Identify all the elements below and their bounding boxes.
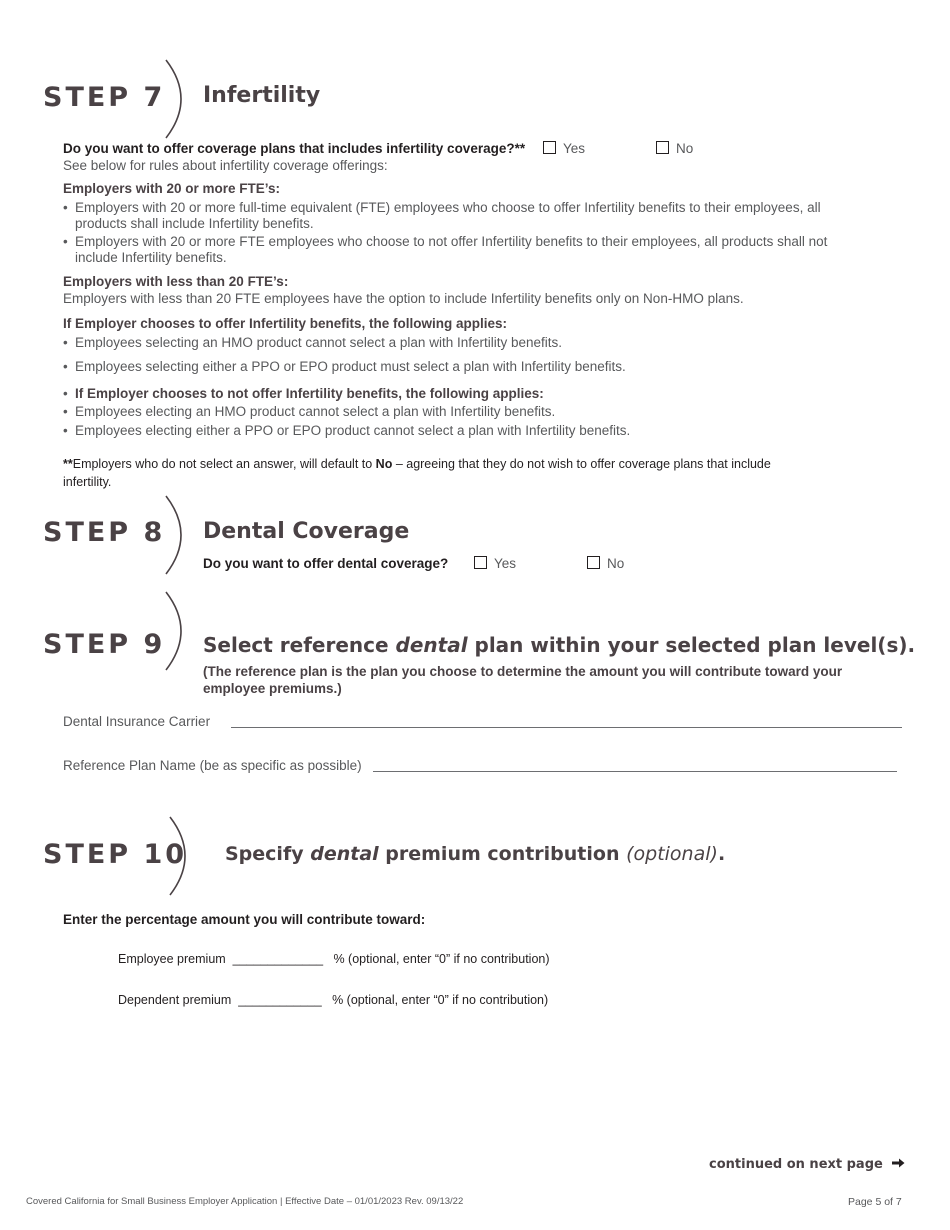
dental-no-checkbox[interactable] bbox=[587, 556, 600, 569]
dependent-premium-suffix: % (optional, enter “0” if no contribution) bbox=[332, 993, 549, 1007]
step-9-subheading: (The reference plan is the plan you choose to determine the amount you will contribute toward your employee premiums.) bbox=[203, 664, 843, 696]
infertility-yes-option[interactable]: Yes bbox=[543, 141, 585, 156]
contribution-intro: Enter the percentage amount you will contribute toward: bbox=[63, 912, 426, 927]
employee-premium-input[interactable]: _____________ bbox=[232, 952, 324, 966]
list-item: • Employees electing an HMO product cannot select a plan with Infertility benefits. bbox=[63, 404, 556, 419]
employee-premium-row bbox=[118, 952, 550, 966]
list-item: • Employers with 20 or more FTE employees who choose to not offer Infertility benefits to their employees, all products shall not include Infertility benefits. bbox=[63, 234, 828, 265]
step-8-bracket bbox=[160, 494, 188, 576]
step-7-heading: Infertility bbox=[203, 83, 321, 108]
step-10-heading: Specify dental premium contribution (optional). bbox=[225, 843, 726, 865]
plan-name-input[interactable] bbox=[373, 771, 897, 772]
list-item: • Employers with 20 or more full-time equivalent (FTE) employees who choose to offer Infertility benefits to their employees, all products shall include Infertility benefits. bbox=[63, 200, 821, 231]
step-9-label: STEP 9 bbox=[43, 629, 166, 660]
infertility-no-checkbox[interactable] bbox=[656, 141, 669, 154]
page-number: Page 5 of 7 bbox=[848, 1196, 902, 1208]
dependent-premium-label: Dependent premium bbox=[118, 993, 232, 1007]
dental-no-option[interactable]: No bbox=[587, 556, 624, 571]
step-7-bracket bbox=[160, 58, 188, 140]
group-less20-text: Employers with less than 20 FTE employees have the option to include Infertility benefits only on Non-HMO plans. bbox=[63, 291, 744, 306]
group-less20-title: Employers with less than 20 FTE’s: bbox=[63, 274, 289, 289]
step-9-bracket bbox=[160, 590, 188, 672]
list-item: • Employees selecting an HMO product cannot select a plan with Infertility benefits. bbox=[63, 335, 562, 350]
group-20plus-title: Employers with 20 or more FTE’s: bbox=[63, 181, 281, 196]
infertility-no-option[interactable]: No bbox=[656, 141, 693, 156]
step-7-label: STEP 7 bbox=[43, 82, 166, 113]
notoffer-title: • If Employer chooses to not offer Infertility benefits, the following applies: bbox=[63, 386, 544, 401]
list-item: • Employees electing either a PPO or EPO product cannot select a plan with Infertility benefits. bbox=[63, 423, 631, 438]
employee-premium-label: Employee premium bbox=[118, 952, 226, 966]
footer-left: Covered California for Small Business Employer Application | Effective Date – 01/01/2023 Rev. 09/13/22 bbox=[26, 1196, 464, 1207]
carrier-label: Dental Insurance Carrier bbox=[63, 714, 211, 729]
employee-premium-suffix: % (optional, enter “0” if no contribution) bbox=[333, 952, 550, 966]
arrow-right-icon bbox=[892, 1158, 905, 1168]
step-10-label: STEP 10 bbox=[43, 839, 188, 870]
plan-name-label: Reference Plan Name (be as specific as possible) bbox=[63, 758, 362, 773]
step-9-heading: Select reference dental plan within your selected plan level(s). bbox=[203, 633, 916, 657]
dependent-premium-input[interactable]: ____________ bbox=[238, 993, 322, 1007]
continued-note: continued on next page bbox=[709, 1157, 905, 1172]
infertility-footnote: **Employers who do not select an answer, will default to No – agreeing that they do not wish to offer coverage plans that include infertility. bbox=[63, 457, 771, 489]
step-8-label: STEP 8 bbox=[43, 517, 166, 548]
infertility-yes-checkbox[interactable] bbox=[543, 141, 556, 154]
infertility-rules-intro: See below for rules about infertility coverage offerings: bbox=[63, 158, 388, 173]
list-item: • Employees selecting either a PPO or EPO product must select a plan with Infertility benefits. bbox=[63, 359, 626, 374]
step-8-heading: Dental Coverage bbox=[203, 519, 410, 544]
offer-title: If Employer chooses to offer Infertility benefits, the following applies: bbox=[63, 316, 508, 331]
dental-yes-option[interactable]: Yes bbox=[474, 556, 516, 571]
infertility-question: Do you want to offer coverage plans that includes infertility coverage?** bbox=[63, 141, 526, 156]
carrier-input[interactable] bbox=[231, 727, 902, 728]
step-10-bracket bbox=[164, 815, 192, 897]
dental-yes-checkbox[interactable] bbox=[474, 556, 487, 569]
dependent-premium-row bbox=[118, 993, 548, 1007]
dental-question: Do you want to offer dental coverage? bbox=[203, 556, 449, 571]
